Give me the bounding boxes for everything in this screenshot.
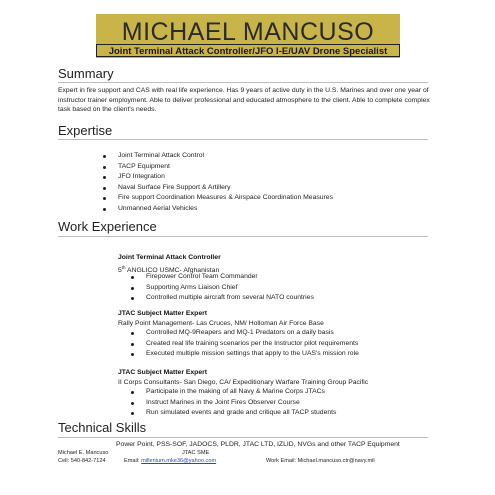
skills-divider [58, 437, 428, 438]
summary-heading: Summary [58, 66, 114, 81]
bullet-icon [131, 332, 134, 335]
bullet-icon [131, 287, 134, 290]
list-item: Naval Surface Fire Support & Artillery [103, 183, 333, 194]
list-item: Controlled multiple aircraft from several NATO countries [131, 293, 314, 304]
bullet-icon [103, 176, 106, 179]
bullet-icon [131, 391, 134, 394]
bullet-icon [103, 208, 106, 211]
email-link[interactable]: millenium.mke36@yahoo.com [141, 458, 217, 464]
candidate-name: MICHAEL MANCUSO [121, 18, 375, 46]
footer-name: Michael E. Mancuso [58, 450, 109, 456]
list-item: Created real life training scenarios per the Instructor pilot requirements [131, 339, 359, 350]
list-item: Run simulated events and grade and critique all TACP students [131, 408, 336, 419]
bullet-icon [103, 187, 106, 190]
footer-role: JTAC SME [182, 450, 210, 456]
skills-heading: Technical Skills [58, 420, 147, 435]
work-divider [58, 236, 428, 237]
bullet-icon [131, 412, 134, 415]
candidate-title: Joint Terminal Attack Controller/JFO I-E/UAV Drone Specialist [96, 44, 400, 57]
job-organization: Rally Point Management- Las Cruces, NM/ Holloman Air Force Base [118, 320, 324, 327]
list-item: Participate in the making of all Navy & Marine Corps JTACs [131, 387, 336, 398]
job-bullets [131, 272, 314, 304]
footer-cell: Cell: 540-842-7124 [58, 458, 106, 464]
footer-email: Email: millenium.mke36@yahoo.com [124, 458, 217, 464]
expertise-list [103, 151, 333, 215]
bullet-icon [131, 402, 134, 405]
list-item: Unmanned Aerial Vehicles [103, 204, 333, 215]
list-item: Joint Terminal Attack Control [103, 151, 333, 162]
list-item: TACP Equipment [103, 162, 333, 173]
expertise-divider [58, 139, 428, 140]
job-title: Joint Terminal Attack Controller [118, 254, 221, 261]
summary-divider [58, 82, 428, 83]
skills-text: Power Point, PSS-SOF, JADOCS, PLDR, JTAC LTD, IZLID, NVGs and other TACP Equipment [116, 441, 400, 448]
job-title: JTAC Subject Matter Expert [118, 310, 208, 317]
job-bullets [131, 328, 359, 360]
bullet-icon [103, 166, 106, 169]
list-item: Executed multiple mission settings that apply to the UAS's mission role [131, 349, 359, 360]
job-title: JTAC Subject Matter Expert [118, 369, 208, 376]
list-item: Firepower Control Team Commander [131, 272, 314, 283]
footer-work-email: Work Email: Michael.mancuso.ctr@navy.mil [266, 458, 375, 464]
expertise-heading: Expertise [58, 123, 113, 138]
bullet-icon [103, 197, 106, 200]
list-item: Controlled MQ-9Reapers and MQ-1 Predators on a daily basis [131, 328, 359, 339]
summary-text: Expert in fire support and CAS with real life experience. Has 9 years of active duty in the U.S. Marines and over one year of instructor trainer employment. Able to deliver professional and educated atmosphere to the client. Able to complete complex task based on the client's needs. [58, 87, 430, 113]
bullet-icon [131, 353, 134, 356]
list-item: JFO Integration [103, 172, 333, 183]
list-item: Supporting Arms Liaison Chief [131, 283, 314, 294]
job-organization: II Corps Consultants- San Diego, CA/ Expeditionary Warfare Training Group Pacific [118, 379, 369, 386]
bullet-icon [131, 297, 134, 300]
job-organization: 5th ANGLICO USMC- Afghanistan [118, 265, 220, 274]
bullet-icon [103, 155, 106, 158]
job-bullets [131, 387, 336, 419]
work-heading: Work Experience [58, 219, 157, 234]
list-item: Instruct Marines in the Joint Fires Observer Course [131, 398, 336, 409]
bullet-icon [131, 276, 134, 279]
bullet-icon [131, 343, 134, 346]
list-item: Fire support Coordination Measures & Airspace Coordination Measures [103, 193, 333, 204]
